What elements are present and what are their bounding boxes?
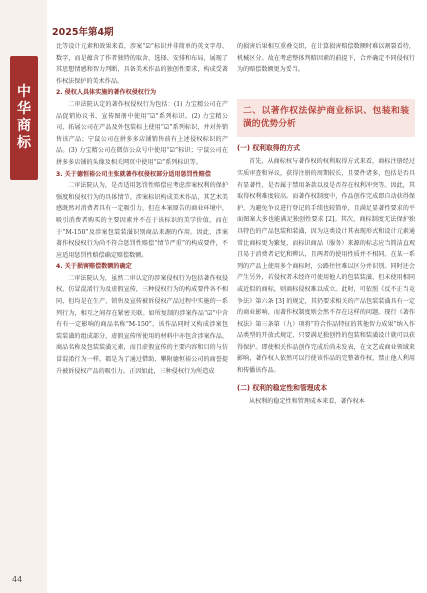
left-column <box>56 41 228 377</box>
sidebar <box>0 0 47 593</box>
right-column <box>237 41 415 408</box>
paragraph: 比等设计元素和效果来看，涉案“☑”标识并非简单的英文字母、数字，而是蕴含了作者独特的取舍、选择、安排和布局，展现了其思想情感和智力判断，具备美术作品的独创性要求，构成受著作权法保护的美术作品。 <box>56 43 228 85</box>
page-number: 44 <box>12 575 23 584</box>
paragraph: 二审法院认为，虽然二审认定的涉案侵权行为包括著作权侵权、仿冒混淆行为及虚假宣传，三种侵权行为的构成要件各不相同，但均是在生产、销售及宣传被诉侵权产品过程中实施的一系列行为，相互之间存在紧密关联。如所复制的涉案作品“☑”中含有有一定影响的商品名称“M-150”，该作品同时又构成涉案包装装潢的组成部分，虚假宣传所使用的材料中亦包含涉案作品、商品名称及包装装潢元素，而且虚假宣传的主要内容和目的与仿冒混淆行为一样，都是为了通过借助、攀附德恒裕公司的商誉提升被诉侵权产品的吸引力。正因如此，三种侵权行为所造成 <box>56 274 228 375</box>
logo-char-4: 标 <box>17 135 31 151</box>
subheading: 2. 侵权人具体实施的著作权侵权行为 <box>56 89 157 97</box>
section-title-box <box>237 99 415 137</box>
paragraph: 二审法院认定的著作权侵权行为包括：(1) 力宝精公司在产品促销协议书、宣传图册中使用“☑”系列标识。(2) 力宝精公司、拓展公司在产品及外包装标上使用“☑”系列标识，并对外销售该产品；宁鼠公司在拼多多店铺销售前有上述侵权标识的产品。(3) 力宝精公司在微信公众号中使用“☑”标识；宁鼠公司在拼多多店铺的头像及相关网页中使用“☑”系列标识等。 <box>56 100 228 166</box>
journal-logo <box>10 56 38 180</box>
logo-char-2: 华 <box>17 101 31 117</box>
paragraph: 首先，从商标权与著作权的权利取得方式来看，商标注册经过实质审查和异议，获得注册的周期较长，且要件诸多，包括是否具有显著性、是否属于禁用条款以及是否存在权利冲突等。因此，其取得权利难度较高。而著作权制度中，作品创作完成即自动获得保护，为避免争议进行登记的手续也较简单，且满足显著性要求的平面图案大多也能满足独创性要求 [2]。其次，商标制度无法保护独具特色的产品包装和装潢，因为这类设计其表现形式和设计元素通常比商标更为繁复，而标识商品（服务）来源的标志应当简洁直观且易于消费者记忆和辨认，且两者的使用性质并不相同。在某一系列的产品上使用多个商标时，公路往往难以区分并识别。同时还会产生另外，若侵权者未经许可使用他人的包装装潢，但未使用相同或近似的商标，则商标侵权难以成立。此时，可依照《反不正当竞争法》第六条 [3] 的规定，其仍要求相关的产品包装装潢具有一定的商业影响，而著作权制度则会然不存在这样的问题。现行《著作权法》第三条第（九）项将“符合作品特征的其他智力成果”纳入作品类型的开放式规定，只要满足独创性的包装和装潢设计就可以获得保护。即使相关作品创作完成后尚未发表，在文艺或商业领域来影响，著作权人依然可以行使该作品的完整著作权，禁止他人利用和传播该作品。 <box>237 158 415 375</box>
section-title: 二、以著作权法保护商业标识、包装和装潢的优势分析 <box>243 105 409 129</box>
paragraph: 从权利的稳定性和管理成本来看，著作权本 <box>249 398 365 406</box>
paragraph: 的损害后果相互重叠交织，在计算损害赔偿数额时难以割裂看待，机械区分。故在考虑整体判赔因素的前提下，合并确定不同侵权行为的赔偿数额更为妥当。 <box>237 43 415 74</box>
paragraph: 二审法院认为，是否适用惩罚性赔偿应考虑涉案权利的保护强度和侵权行为的具体情节。涉案标识构成美术作品，其艺术美感既然对消费者具有一定吸引力，但在本案原告的商业环境中，吸引消费者购买的主要因素并不在于该标识的美学价值，而在于“M-150”及涉案包装装潢识别商品来源的作用。因此，涉案著作权侵权行为尚不符合惩罚性赔偿“情节严重”的构成要件，不应适用惩罚性赔偿确定赔偿数额。 <box>56 182 228 259</box>
subheading: 4. 关于损害赔偿数额的确定 <box>56 263 132 271</box>
subsection-heading: (一) 权利取得的方式 <box>237 143 300 152</box>
issue-label: 2025年第4期 <box>52 27 114 38</box>
logo-char-1: 中 <box>17 84 31 100</box>
subheading: 3. 关于德恒裕公司主张就著作权侵权部分适用惩罚性赔偿 <box>56 170 211 178</box>
subsection-heading: (二) 权利的稳定性和管理成本 <box>237 383 328 392</box>
logo-char-3: 商 <box>17 118 31 134</box>
